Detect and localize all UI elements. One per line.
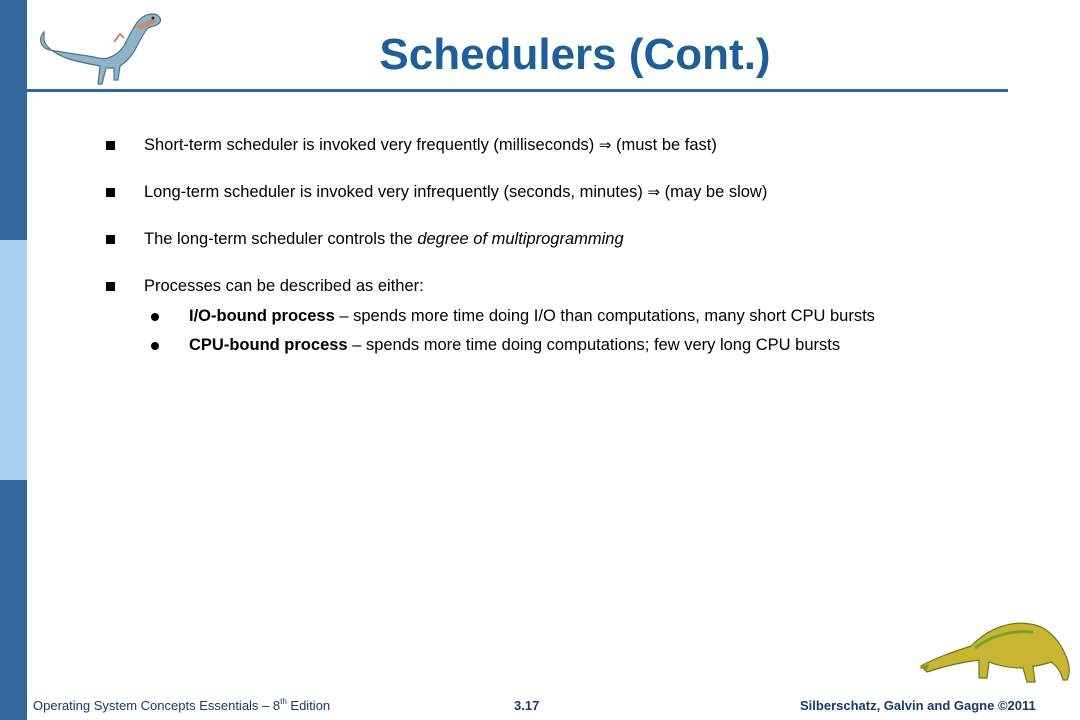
side-bar: [0, 0, 27, 720]
square-bullet-icon: [106, 141, 115, 150]
round-bullet-icon: [151, 342, 159, 350]
bullet-item: Long-term scheduler is invoked very infrequently (seconds, minutes) ⇒ (may be slow): [106, 183, 1046, 230]
square-bullet-icon: [106, 188, 115, 197]
footer-book-title: Operating System Concepts Essentials – 8th Edition: [33, 697, 331, 713]
bullet-item: The long-term scheduler controls the degree of multiprogramming: [106, 230, 1046, 277]
emphasis-text: degree of multiprogramming: [417, 230, 624, 248]
implies-arrow-icon: ⇒: [598, 136, 612, 154]
round-bullet-icon: [151, 313, 159, 321]
sub-bullet-item: I/O-bound process – spends more time doing I/O than computations, many short CPU bursts: [106, 307, 1046, 336]
implies-arrow-icon: ⇒: [647, 183, 661, 201]
slide-title: Schedulers (Cont.): [379, 30, 771, 79]
side-bar-bottom-segment: [0, 480, 27, 720]
title-underline: [27, 89, 1008, 92]
square-bullet-icon: [106, 282, 115, 291]
side-bar-middle-segment: [0, 240, 27, 480]
bullet-item: Short-term scheduler is invoked very frequently (milliseconds) ⇒ (must be fast): [106, 136, 1046, 183]
footer-authors: Silberschatz, Galvin and Gagne ©2011: [800, 698, 1036, 713]
footer-page-number: 3.17: [514, 698, 540, 713]
dinosaur-walking-icon: [915, 608, 1075, 688]
dinosaur-logo-icon: [36, 4, 166, 90]
term-text: CPU-bound process: [189, 336, 348, 354]
sub-bullet-item: CPU-bound process – spends more time doing computations; few very long CPU bursts: [106, 336, 1046, 365]
term-text: I/O-bound process: [189, 307, 335, 325]
side-bar-top-segment: [0, 0, 27, 240]
bullet-list: [106, 136, 1046, 365]
square-bullet-icon: [106, 235, 115, 244]
bullet-item: Processes can be described as either:: [106, 277, 1046, 307]
